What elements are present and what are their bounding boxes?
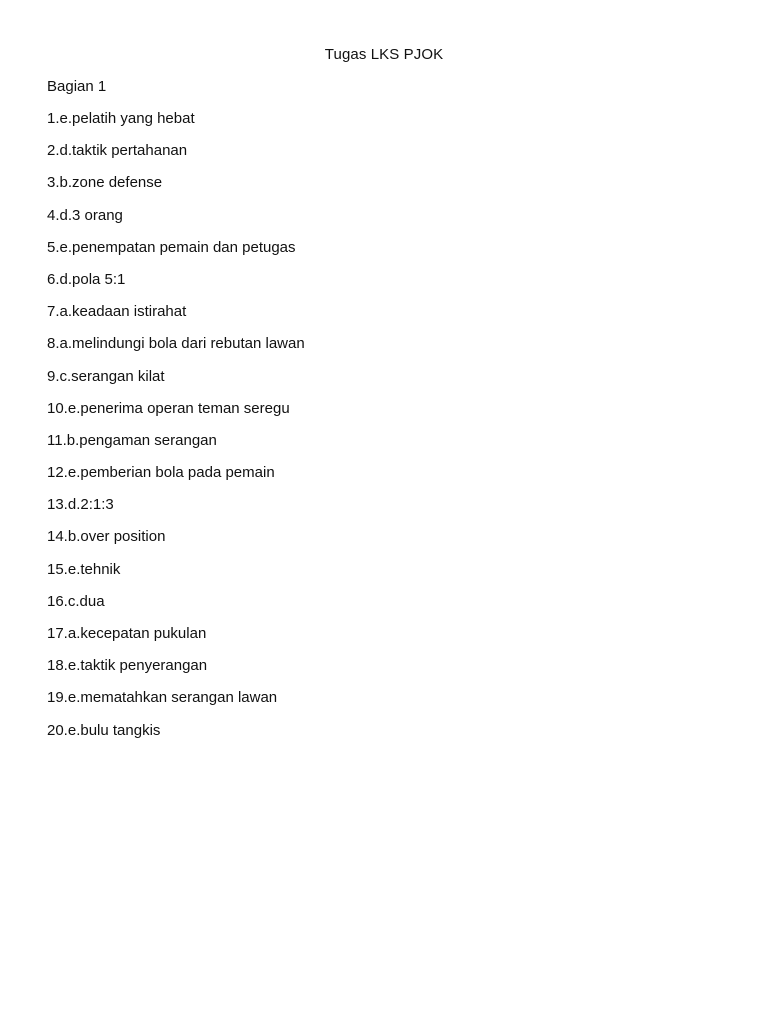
answer-item: 12.e.pemberian bola pada pemain	[47, 464, 275, 482]
answer-list	[47, 108, 305, 752]
answer-item: 5.e.penempatan pemain dan petugas	[47, 238, 296, 256]
answer-item: 3.b.zone defense	[47, 174, 163, 192]
answer-item: 7.a.keadaan istirahat	[47, 303, 187, 321]
answer-item: 10.e.penerima operan teman seregu	[47, 399, 290, 417]
answer-item: 8.a.melindungi bola dari rebutan lawan	[47, 335, 305, 353]
answer-item: 11.b.pengaman serangan	[47, 431, 217, 449]
section-label: Bagian 1	[47, 78, 107, 95]
document-title: Tugas LKS PJOK	[324, 46, 444, 63]
answer-item: 1.e.pelatih yang hebat	[47, 110, 195, 127]
answer-item: 6.d.pola 5:1	[47, 270, 126, 288]
answer-item: 15.e.tehnik	[47, 560, 121, 578]
answer-item: 2.d.taktik pertahanan	[47, 142, 188, 160]
answer-item: 19.e.mematahkan serangan lawan	[47, 689, 278, 707]
answer-item: 9.c.serangan kilat	[47, 367, 165, 385]
answer-item: 20.e.bulu tangkis	[47, 721, 161, 739]
answer-item: 13.d.2:1:3	[47, 496, 114, 514]
answer-item: 16.c.dua	[47, 592, 105, 610]
answer-item: 14.b.over position	[47, 528, 166, 546]
answer-item: 18.e.taktik penyerangan	[47, 657, 208, 675]
answer-item: 17.a.kecepatan pukulan	[47, 625, 207, 642]
answer-item: 4.d.3 orang	[47, 206, 123, 224]
